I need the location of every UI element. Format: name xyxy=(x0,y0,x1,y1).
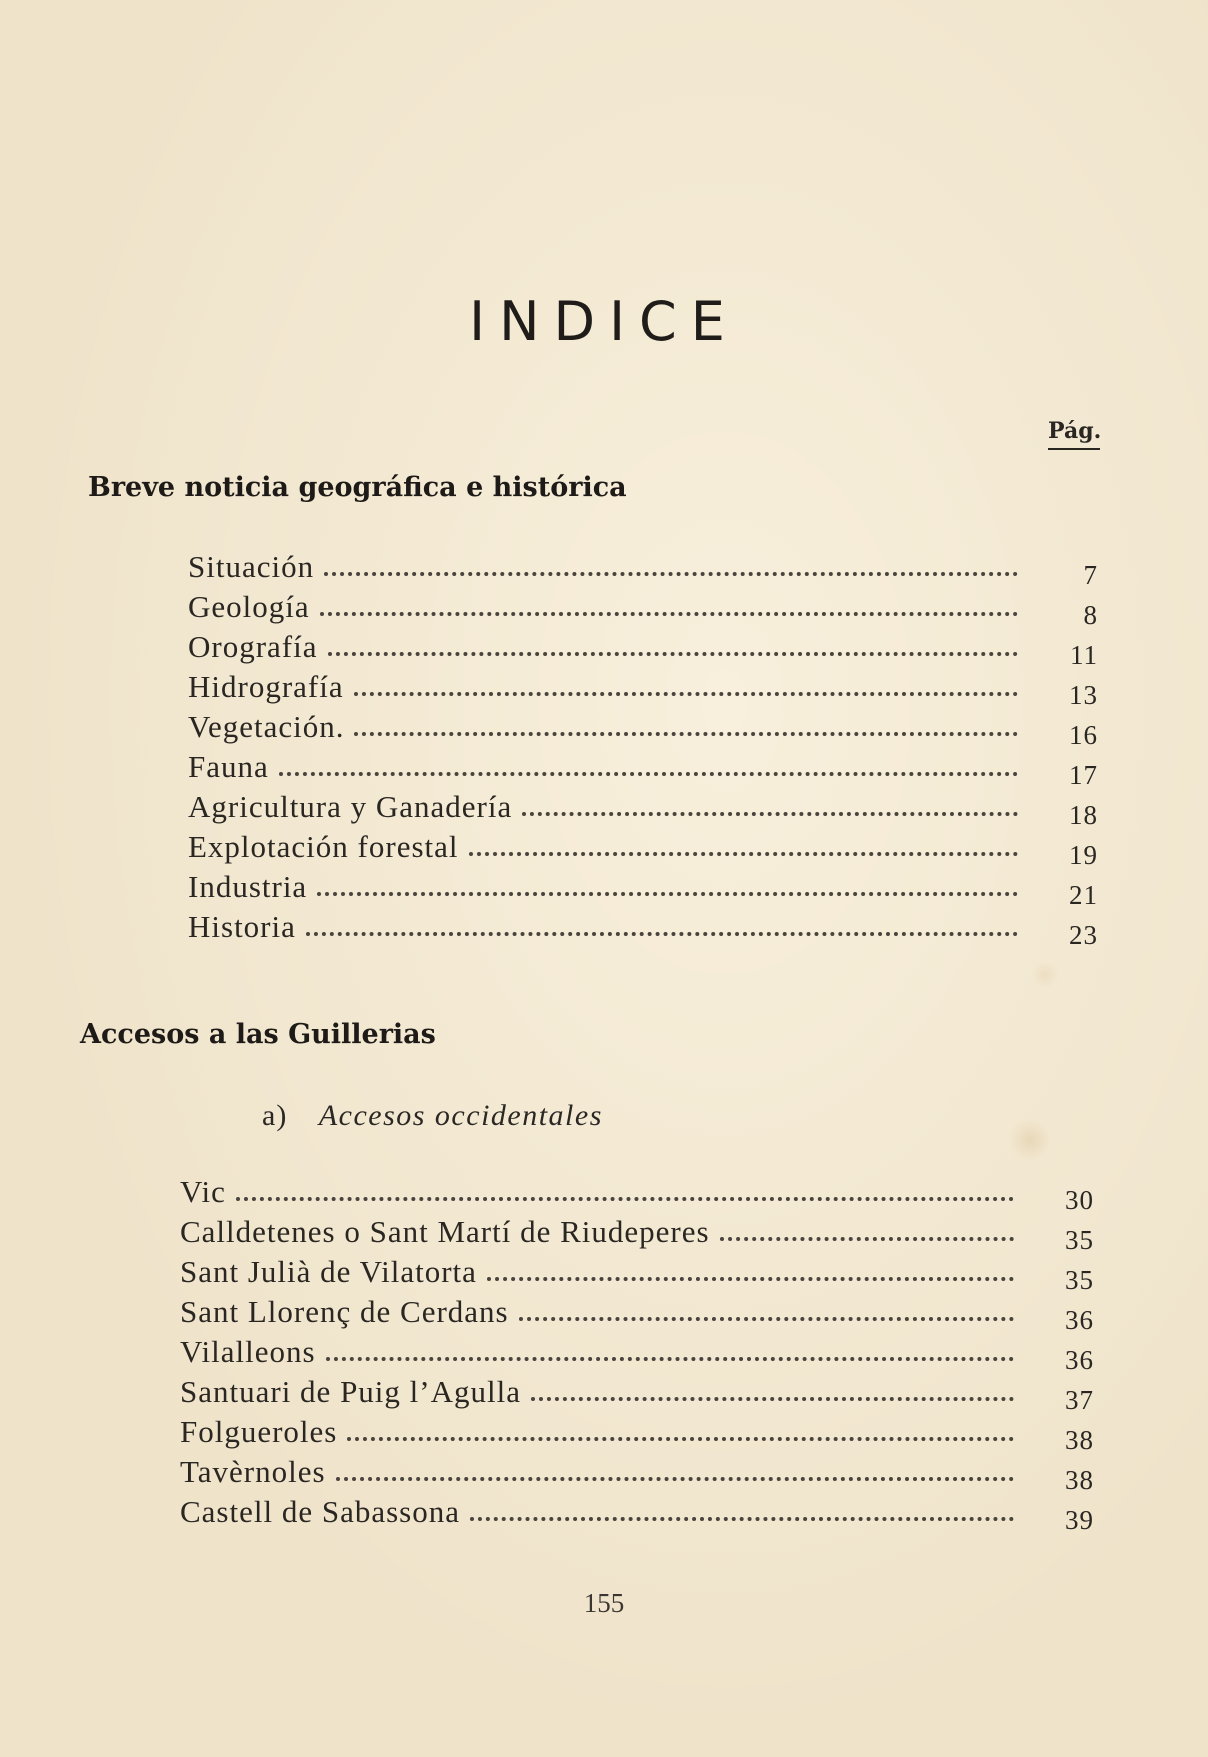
toc-row xyxy=(188,545,1098,590)
page-column-header: Pág. xyxy=(1048,418,1100,450)
toc-entry-label: Calldetenes o Sant Martí de Riudeperes xyxy=(180,1214,710,1249)
dot-leader xyxy=(326,1357,1014,1361)
section-heading-breve-noticia: Breve noticia geográfica e histórica xyxy=(88,472,627,503)
toc-row xyxy=(180,1410,1094,1455)
toc-row xyxy=(180,1250,1094,1295)
toc-entry-label: Vic xyxy=(180,1174,226,1209)
toc-entry-page: 36 xyxy=(1065,1345,1094,1375)
toc-entry-page: 17 xyxy=(1069,760,1098,790)
toc-entry-label: Explotación forestal xyxy=(188,829,459,864)
toc-entry-page: 35 xyxy=(1065,1225,1094,1255)
toc-entry-label: Situación xyxy=(188,549,315,584)
dot-leader xyxy=(317,892,1018,896)
toc-row xyxy=(180,1170,1094,1215)
toc-entry-label: Sant Llorenç de Cerdans xyxy=(180,1294,509,1329)
toc-entry-page: 7 xyxy=(1083,560,1098,590)
toc-entry-page: 18 xyxy=(1069,800,1098,830)
toc-entry-label: Historia xyxy=(188,909,296,944)
toc-row xyxy=(188,625,1098,670)
dot-leader xyxy=(522,812,1018,816)
toc-entry-page: 13 xyxy=(1069,680,1098,710)
toc-row xyxy=(180,1330,1094,1375)
toc-entry-label: Vilalleons xyxy=(180,1334,316,1369)
dot-leader xyxy=(336,1477,1014,1481)
toc-entry-label: Castell de Sabassona xyxy=(180,1494,461,1529)
dot-leader xyxy=(519,1317,1014,1321)
toc-entry-page: 21 xyxy=(1069,880,1098,910)
dot-leader xyxy=(306,932,1018,936)
toc-entry-page: 11 xyxy=(1070,640,1098,670)
toc-row xyxy=(188,665,1098,710)
toc-entry-page: 30 xyxy=(1065,1185,1094,1215)
toc-entry-label: Fauna xyxy=(188,749,269,784)
dot-leader xyxy=(531,1397,1014,1401)
toc-list-accesos xyxy=(180,1170,1094,1535)
toc-entry-page: 8 xyxy=(1083,600,1098,630)
toc-row xyxy=(188,705,1098,750)
toc-entry-page: 23 xyxy=(1069,920,1098,950)
toc-entry-page: 16 xyxy=(1069,720,1098,750)
toc-entry-label: Orografía xyxy=(188,629,318,664)
toc-row xyxy=(180,1450,1094,1495)
toc-row xyxy=(180,1370,1094,1415)
toc-entry-label: Geología xyxy=(188,589,310,624)
dot-leader xyxy=(279,772,1018,776)
toc-row xyxy=(180,1290,1094,1335)
toc-row xyxy=(188,745,1098,790)
dot-leader xyxy=(469,852,1019,856)
subsection-heading xyxy=(262,1098,603,1134)
toc-row xyxy=(180,1210,1094,1255)
toc-entry-label: Agricultura y Ganadería xyxy=(188,789,513,824)
toc-row xyxy=(188,905,1098,950)
toc-entry-page: 38 xyxy=(1065,1425,1094,1455)
footer-page-number: 155 xyxy=(583,1588,625,1618)
dot-leader xyxy=(354,692,1018,696)
dot-leader xyxy=(328,652,1019,656)
toc-entry-page: 38 xyxy=(1065,1465,1094,1495)
dot-leader xyxy=(347,1437,1014,1441)
dot-leader xyxy=(487,1277,1014,1281)
toc-entry-page: 37 xyxy=(1065,1385,1094,1415)
dot-leader xyxy=(320,612,1018,616)
dot-leader xyxy=(470,1517,1014,1521)
toc-row xyxy=(188,585,1098,630)
toc-entry-label: Hidrografía xyxy=(188,669,344,704)
subsection-title: Accesos occidentales xyxy=(318,1099,603,1132)
toc-entry-page: 36 xyxy=(1065,1305,1094,1335)
toc-entry-page: 19 xyxy=(1069,840,1098,870)
toc-entry-label: Industria xyxy=(188,869,308,904)
toc-entry-label: Sant Julià de Vilatorta xyxy=(180,1254,477,1289)
toc-list-breve-noticia xyxy=(188,545,1098,950)
toc-row xyxy=(180,1490,1094,1535)
toc-row xyxy=(188,785,1098,830)
dot-leader xyxy=(324,572,1018,576)
section-heading-accesos: Accesos a las Guillerias xyxy=(80,1019,436,1050)
toc-entry-label: Vegetación. xyxy=(188,709,345,744)
toc-entry-label: Tavèrnoles xyxy=(180,1454,326,1489)
subsection-letter: a) xyxy=(262,1099,288,1132)
page-title: INDICE xyxy=(469,290,739,353)
toc-entry-page: 39 xyxy=(1065,1505,1094,1535)
dot-leader xyxy=(354,732,1018,736)
dot-leader xyxy=(236,1197,1014,1201)
dot-leader xyxy=(720,1237,1014,1241)
toc-row xyxy=(188,865,1098,910)
toc-row xyxy=(188,825,1098,870)
toc-entry-page: 35 xyxy=(1065,1265,1094,1295)
toc-entry-label: Folgueroles xyxy=(180,1414,338,1449)
toc-entry-label: Santuari de Puig l’Agulla xyxy=(180,1374,521,1409)
